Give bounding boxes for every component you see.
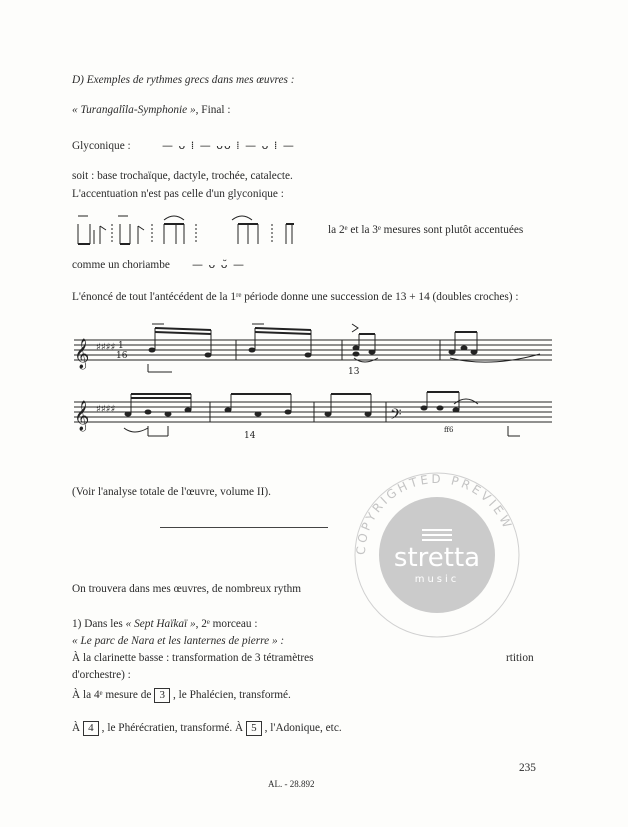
music-staff xyxy=(68,318,558,454)
haikai-suffix: , 2ᵉ morceau : xyxy=(195,618,258,630)
haikai-line-1 xyxy=(72,618,258,632)
choriambe-label: comme un choriambe xyxy=(72,259,170,271)
staff-upper xyxy=(74,324,552,377)
staff-lower xyxy=(74,392,552,441)
time-sig-bottom: 16 xyxy=(116,351,128,361)
line6-prefix: À xyxy=(72,722,81,734)
haikai-prefix: 1) Dans les xyxy=(72,618,126,630)
work-title-line xyxy=(72,104,230,118)
time-sig-top: 1 xyxy=(118,341,124,351)
rehearsal-box-3: 3 xyxy=(154,688,170,703)
haikai-line-6 xyxy=(72,721,342,736)
voir-line: (Voir l'analyse totale de l'œuvre, volume II). xyxy=(72,486,271,498)
marker-14: 14 xyxy=(244,431,256,441)
work-title-suffix: , Final : xyxy=(195,104,231,116)
page-number: 235 xyxy=(519,762,536,774)
rehearsal-box-4: 4 xyxy=(83,721,99,736)
haikai-line-3b: rtition xyxy=(506,652,534,664)
line6-mid: , le Phérécratien, transformé. À xyxy=(101,722,244,734)
haikai-line-2: « Le parc de Nara et les lanternes de pierre » : xyxy=(72,635,285,647)
trouvera-line: On trouvera dans mes œuvres, de nombreux rythm xyxy=(72,583,302,595)
line5-prefix: À la 4ᵉ mesure de xyxy=(72,689,152,701)
ornament-mark: ff6 xyxy=(444,426,454,434)
haikai-title: « Sept Haïkaï » xyxy=(125,618,196,630)
haikai-line-5 xyxy=(72,688,291,703)
svg-text:𝄞: 𝄞 xyxy=(74,401,90,431)
enonce-line: L'énoncé de tout l'antécédent de la 1ʳᵉ période donne une succession de 13 + 14 (doubles croches) : xyxy=(72,291,519,303)
divider xyxy=(160,527,328,528)
soit-line: soit : base trochaïque, dactyle, trochée, catalecte. xyxy=(72,170,293,182)
watermark-sub: music xyxy=(414,574,460,585)
svg-text:𝄢: 𝄢 xyxy=(390,406,402,427)
svg-text:♯♯♯♯: ♯♯♯♯ xyxy=(96,404,116,415)
rehearsal-box-5: 5 xyxy=(246,721,262,736)
svg-text:♯♯♯♯: ♯♯♯♯ xyxy=(96,342,116,353)
accent-line: L'accentuation n'est pas celle d'un glyconique : xyxy=(72,188,284,200)
watermark-brand: stretta xyxy=(393,543,481,573)
footer-code: AL. - 28.892 xyxy=(268,779,315,789)
stretta-watermark xyxy=(352,470,522,640)
work-title: « Turangalîla-Symphonie » xyxy=(72,104,196,116)
watermark-ring-text: COPYRIGHTED PREVIEW xyxy=(353,471,516,556)
line5-suffix: , le Phalécien, transformé. xyxy=(172,689,291,701)
glyconic-label: Glyconique : xyxy=(72,140,131,152)
svg-text:𝄞: 𝄞 xyxy=(74,339,90,369)
marker-13: 13 xyxy=(348,367,360,377)
haikai-line-4: d'orchestre) : xyxy=(72,669,131,681)
haikai-line-3a: À la clarinette basse : transformation de 3 tétramètres xyxy=(72,652,314,664)
choriambe-pattern: — ᴗ ᴗ̆ — xyxy=(192,258,245,271)
section-heading: D) Exemples de rythmes grecs dans mes œuvres : xyxy=(72,74,295,86)
glyconic-pattern: — ᴗ ⁞ — ᴗᴗ ⁞ — ᴗ ⁞ — xyxy=(162,139,295,152)
line6-suffix: , l'Adonique, etc. xyxy=(264,722,342,734)
measures-note: la 2ᵉ et la 3ᵉ mesures sont plutôt accentuées xyxy=(328,224,524,236)
rhythm-notation xyxy=(72,210,312,252)
